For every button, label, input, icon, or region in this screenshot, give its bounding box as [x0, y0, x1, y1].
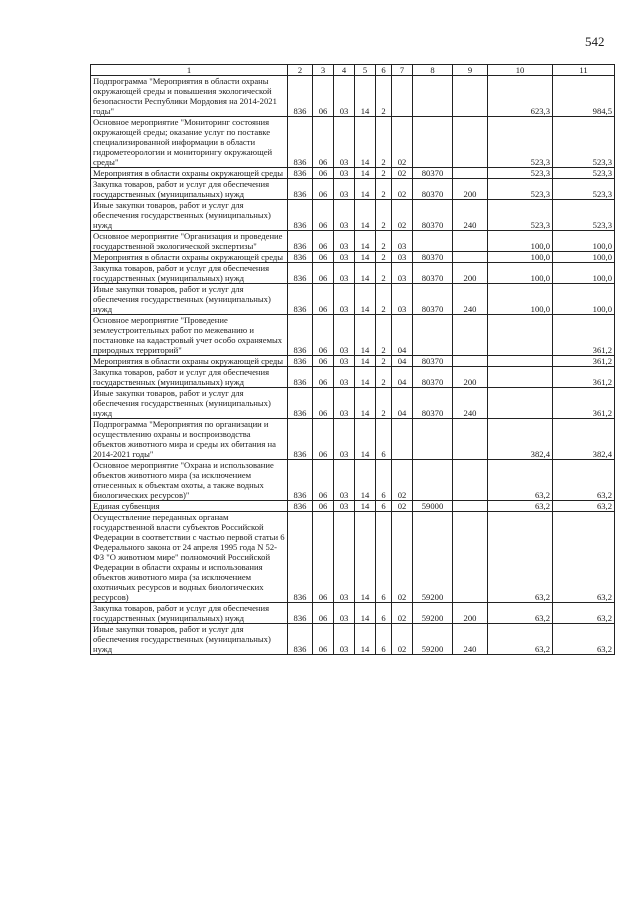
- subsection-cell: 03: [334, 252, 355, 263]
- name-cell: Мероприятия в области охраны окружающей среды: [91, 252, 288, 263]
- subprogram-cell: 6: [376, 512, 392, 603]
- section-cell: 06: [313, 367, 334, 388]
- table-row: [91, 501, 615, 512]
- amount-2021-cell: 523,3: [553, 168, 615, 179]
- program-cell: 14: [355, 356, 376, 367]
- expense-type-cell: [453, 117, 488, 168]
- expense-type-cell: 200: [453, 263, 488, 284]
- measure-cell: 03: [392, 263, 413, 284]
- expense-type-cell: 200: [453, 179, 488, 200]
- amount-2020-cell: 100,0: [488, 284, 553, 315]
- table-row: [91, 252, 615, 263]
- subsection-cell: 03: [334, 117, 355, 168]
- amount-2020-cell: [488, 367, 553, 388]
- subprogram-cell: 6: [376, 419, 392, 460]
- code-cell: 836: [288, 200, 313, 231]
- code-cell: 836: [288, 76, 313, 117]
- subprogram-cell: 2: [376, 179, 392, 200]
- measure-cell: 02: [392, 501, 413, 512]
- subprogram-cell: 2: [376, 284, 392, 315]
- subprogram-cell: 2: [376, 117, 392, 168]
- header-row: [91, 65, 615, 76]
- table-row: [91, 419, 615, 460]
- amount-2020-cell: 63,2: [488, 603, 553, 624]
- subsection-cell: 03: [334, 231, 355, 252]
- subprogram-cell: 6: [376, 603, 392, 624]
- name-cell: Единая субвенция: [91, 501, 288, 512]
- direction-cell: 80370: [413, 168, 453, 179]
- program-cell: 14: [355, 168, 376, 179]
- amount-2021-cell: 361,2: [553, 356, 615, 367]
- amount-2020-cell: [488, 315, 553, 356]
- section-cell: 06: [313, 624, 334, 655]
- expense-type-cell: [453, 419, 488, 460]
- header-cell: 3: [313, 65, 334, 76]
- section-cell: 06: [313, 263, 334, 284]
- amount-2020-cell: 100,0: [488, 252, 553, 263]
- amount-2020-cell: 523,3: [488, 117, 553, 168]
- subsection-cell: 03: [334, 388, 355, 419]
- name-cell: Основное мероприятие "Мониторинг состояния окружающей среды; оказание услуг по поставке специализированной информации в области гидрометеорологии и мониторингу окружающей среды": [91, 117, 288, 168]
- header-cell: 8: [413, 65, 453, 76]
- subprogram-cell: 2: [376, 200, 392, 231]
- amount-2020-cell: 100,0: [488, 231, 553, 252]
- direction-cell: 80370: [413, 356, 453, 367]
- amount-2021-cell: 63,2: [553, 603, 615, 624]
- amount-2021-cell: 523,3: [553, 179, 615, 200]
- amount-2021-cell: 100,0: [553, 284, 615, 315]
- subsection-cell: 03: [334, 284, 355, 315]
- name-cell: Основное мероприятие "Проведение землеустроительных работ по межеванию и постановке на кадастровый учет особо охраняемых природных территорий": [91, 315, 288, 356]
- section-cell: 06: [313, 168, 334, 179]
- subsection-cell: 03: [334, 603, 355, 624]
- subprogram-cell: 6: [376, 624, 392, 655]
- direction-cell: [413, 419, 453, 460]
- section-cell: 06: [313, 501, 334, 512]
- budget-table: [90, 64, 615, 655]
- table-row: [91, 356, 615, 367]
- subsection-cell: 03: [334, 76, 355, 117]
- measure-cell: 02: [392, 117, 413, 168]
- section-cell: 06: [313, 419, 334, 460]
- header-cell: 11: [553, 65, 615, 76]
- header-cell: 6: [376, 65, 392, 76]
- subsection-cell: 03: [334, 168, 355, 179]
- code-cell: 836: [288, 263, 313, 284]
- direction-cell: 80370: [413, 367, 453, 388]
- name-cell: Мероприятия в области охраны окружающей среды: [91, 356, 288, 367]
- code-cell: 836: [288, 356, 313, 367]
- name-cell: Подпрограмма "Мероприятия в области охраны окружающей среды и повышения экологической безопасности Республики Мордовия на 2014-2021 годы": [91, 76, 288, 117]
- amount-2020-cell: 63,2: [488, 501, 553, 512]
- table-row: [91, 168, 615, 179]
- direction-cell: [413, 460, 453, 501]
- name-cell: Основное мероприятие "Организация и проведение государственной экологической экспертизы": [91, 231, 288, 252]
- program-cell: 14: [355, 624, 376, 655]
- subprogram-cell: 2: [376, 168, 392, 179]
- section-cell: 06: [313, 603, 334, 624]
- amount-2020-cell: 523,3: [488, 179, 553, 200]
- program-cell: 14: [355, 419, 376, 460]
- table-row: [91, 624, 615, 655]
- header-cell: 4: [334, 65, 355, 76]
- amount-2020-cell: 382,4: [488, 419, 553, 460]
- subprogram-cell: 2: [376, 367, 392, 388]
- header-cell: 10: [488, 65, 553, 76]
- program-cell: 14: [355, 200, 376, 231]
- program-cell: 14: [355, 252, 376, 263]
- expense-type-cell: [453, 356, 488, 367]
- amount-2021-cell: 100,0: [553, 231, 615, 252]
- code-cell: 836: [288, 419, 313, 460]
- expense-type-cell: 200: [453, 603, 488, 624]
- code-cell: 836: [288, 117, 313, 168]
- expense-type-cell: [453, 76, 488, 117]
- measure-cell: 04: [392, 356, 413, 367]
- subsection-cell: 03: [334, 179, 355, 200]
- table-row: [91, 512, 615, 603]
- name-cell: Иные закупки товаров, работ и услуг для обеспечения государственных (муниципальных) нужд: [91, 388, 288, 419]
- section-cell: 06: [313, 179, 334, 200]
- page-number: 542: [585, 34, 605, 49]
- amount-2021-cell: 361,2: [553, 315, 615, 356]
- code-cell: 836: [288, 603, 313, 624]
- direction-cell: 59200: [413, 624, 453, 655]
- direction-cell: 80370: [413, 252, 453, 263]
- measure-cell: 02: [392, 624, 413, 655]
- table-row: [91, 284, 615, 315]
- subprogram-cell: 2: [376, 356, 392, 367]
- table-row: [91, 179, 615, 200]
- amount-2021-cell: 382,4: [553, 419, 615, 460]
- code-cell: 836: [288, 179, 313, 200]
- name-cell: Иные закупки товаров, работ и услуг для обеспечения государственных (муниципальных) нужд: [91, 284, 288, 315]
- code-cell: 836: [288, 460, 313, 501]
- table-row: [91, 263, 615, 284]
- code-cell: 836: [288, 367, 313, 388]
- section-cell: 06: [313, 252, 334, 263]
- program-cell: 14: [355, 231, 376, 252]
- section-cell: 06: [313, 117, 334, 168]
- amount-2021-cell: 984,5: [553, 76, 615, 117]
- program-cell: 14: [355, 263, 376, 284]
- program-cell: 14: [355, 603, 376, 624]
- table-row: [91, 231, 615, 252]
- measure-cell: 02: [392, 179, 413, 200]
- code-cell: 836: [288, 168, 313, 179]
- header-cell: 7: [392, 65, 413, 76]
- subsection-cell: 03: [334, 501, 355, 512]
- amount-2021-cell: 100,0: [553, 252, 615, 263]
- amount-2021-cell: 100,0: [553, 263, 615, 284]
- expense-type-cell: [453, 512, 488, 603]
- section-cell: 06: [313, 231, 334, 252]
- amount-2021-cell: 523,3: [553, 117, 615, 168]
- amount-2020-cell: 623,3: [488, 76, 553, 117]
- measure-cell: [392, 76, 413, 117]
- measure-cell: 04: [392, 367, 413, 388]
- direction-cell: [413, 76, 453, 117]
- table-row: [91, 200, 615, 231]
- direction-cell: 80370: [413, 179, 453, 200]
- direction-cell: [413, 315, 453, 356]
- amount-2021-cell: 523,3: [553, 200, 615, 231]
- measure-cell: 03: [392, 252, 413, 263]
- section-cell: 06: [313, 284, 334, 315]
- amount-2020-cell: [488, 356, 553, 367]
- amount-2021-cell: 63,2: [553, 512, 615, 603]
- name-cell: Осуществление переданных органам государственной власти субъектов Российской Федерации в соответствии с частью первой статьи 6 Федерального закона от 24 апреля 1995 года N 52-ФЗ "О животном мире" полномочий Российской Федерации в области охраны и использования объектов животного мира (за исключением охотничьих ресурсов и водных биологических ресурсов): [91, 512, 288, 603]
- measure-cell: 03: [392, 284, 413, 315]
- program-cell: 14: [355, 512, 376, 603]
- code-cell: 836: [288, 501, 313, 512]
- subsection-cell: 03: [334, 315, 355, 356]
- expense-type-cell: [453, 252, 488, 263]
- header-cell: 1: [91, 65, 288, 76]
- program-cell: 14: [355, 315, 376, 356]
- subprogram-cell: 2: [376, 252, 392, 263]
- expense-type-cell: [453, 168, 488, 179]
- name-cell: Подпрограмма "Мероприятия по организации и осуществлению охраны и воспроизводства объектов животного мира и среды их обитания на 2014-2021 годы": [91, 419, 288, 460]
- subprogram-cell: 2: [376, 315, 392, 356]
- header-cell: 2: [288, 65, 313, 76]
- amount-2020-cell: 100,0: [488, 263, 553, 284]
- table-row: [91, 367, 615, 388]
- subsection-cell: 03: [334, 419, 355, 460]
- expense-type-cell: 240: [453, 388, 488, 419]
- code-cell: 836: [288, 284, 313, 315]
- direction-cell: 80370: [413, 284, 453, 315]
- direction-cell: 59000: [413, 501, 453, 512]
- amount-2021-cell: 361,2: [553, 367, 615, 388]
- subsection-cell: 03: [334, 460, 355, 501]
- amount-2020-cell: 523,3: [488, 168, 553, 179]
- section-cell: 06: [313, 315, 334, 356]
- expense-type-cell: [453, 231, 488, 252]
- program-cell: 14: [355, 284, 376, 315]
- program-cell: 14: [355, 388, 376, 419]
- subprogram-cell: 2: [376, 263, 392, 284]
- table-row: [91, 76, 615, 117]
- measure-cell: 02: [392, 603, 413, 624]
- subprogram-cell: 2: [376, 76, 392, 117]
- amount-2020-cell: 523,3: [488, 200, 553, 231]
- measure-cell: 02: [392, 512, 413, 603]
- subsection-cell: 03: [334, 356, 355, 367]
- name-cell: Закупка товаров, работ и услуг для обеспечения государственных (муниципальных) нужд: [91, 263, 288, 284]
- code-cell: 836: [288, 231, 313, 252]
- header-cell: 5: [355, 65, 376, 76]
- amount-2020-cell: 63,2: [488, 624, 553, 655]
- amount-2020-cell: 63,2: [488, 460, 553, 501]
- name-cell: Основное мероприятие "Охрана и использование объектов животного мира (за исключением отнесенных к объектам охоты, а также водных биологических ресурсов)": [91, 460, 288, 501]
- name-cell: Закупка товаров, работ и услуг для обеспечения государственных (муниципальных) нужд: [91, 367, 288, 388]
- name-cell: Иные закупки товаров, работ и услуг для обеспечения государственных (муниципальных) нужд: [91, 624, 288, 655]
- expense-type-cell: [453, 315, 488, 356]
- table-row: [91, 460, 615, 501]
- code-cell: 836: [288, 315, 313, 356]
- section-cell: 06: [313, 356, 334, 367]
- table-row: [91, 603, 615, 624]
- amount-2021-cell: 63,2: [553, 501, 615, 512]
- subprogram-cell: 6: [376, 501, 392, 512]
- subsection-cell: 03: [334, 367, 355, 388]
- direction-cell: 59200: [413, 512, 453, 603]
- section-cell: 06: [313, 388, 334, 419]
- amount-2020-cell: 63,2: [488, 512, 553, 603]
- section-cell: 06: [313, 460, 334, 501]
- header-cell: 9: [453, 65, 488, 76]
- amount-2021-cell: 361,2: [553, 388, 615, 419]
- name-cell: Закупка товаров, работ и услуг для обеспечения государственных (муниципальных) нужд: [91, 179, 288, 200]
- measure-cell: [392, 419, 413, 460]
- section-cell: 06: [313, 76, 334, 117]
- subsection-cell: 03: [334, 512, 355, 603]
- measure-cell: 03: [392, 231, 413, 252]
- direction-cell: 80370: [413, 200, 453, 231]
- measure-cell: 02: [392, 168, 413, 179]
- amount-2021-cell: 63,2: [553, 460, 615, 501]
- direction-cell: [413, 117, 453, 168]
- program-cell: 14: [355, 179, 376, 200]
- program-cell: 14: [355, 76, 376, 117]
- name-cell: Закупка товаров, работ и услуг для обеспечения государственных (муниципальных) нужд: [91, 603, 288, 624]
- direction-cell: 80370: [413, 263, 453, 284]
- measure-cell: 02: [392, 200, 413, 231]
- direction-cell: 80370: [413, 388, 453, 419]
- amount-2021-cell: 63,2: [553, 624, 615, 655]
- subsection-cell: 03: [334, 200, 355, 231]
- subprogram-cell: 2: [376, 388, 392, 419]
- measure-cell: 04: [392, 315, 413, 356]
- program-cell: 14: [355, 367, 376, 388]
- program-cell: 14: [355, 460, 376, 501]
- direction-cell: 59200: [413, 603, 453, 624]
- expense-type-cell: 240: [453, 624, 488, 655]
- table-row: [91, 117, 615, 168]
- section-cell: 06: [313, 512, 334, 603]
- expense-type-cell: [453, 460, 488, 501]
- measure-cell: 02: [392, 460, 413, 501]
- amount-2020-cell: [488, 388, 553, 419]
- subsection-cell: 03: [334, 624, 355, 655]
- subsection-cell: 03: [334, 263, 355, 284]
- code-cell: 836: [288, 512, 313, 603]
- code-cell: 836: [288, 252, 313, 263]
- code-cell: 836: [288, 624, 313, 655]
- program-cell: 14: [355, 501, 376, 512]
- measure-cell: 04: [392, 388, 413, 419]
- expense-type-cell: 200: [453, 367, 488, 388]
- subprogram-cell: 2: [376, 231, 392, 252]
- name-cell: Мероприятия в области охраны окружающей среды: [91, 168, 288, 179]
- table-row: [91, 388, 615, 419]
- expense-type-cell: 240: [453, 200, 488, 231]
- expense-type-cell: [453, 501, 488, 512]
- subprogram-cell: 6: [376, 460, 392, 501]
- table-row: [91, 315, 615, 356]
- direction-cell: [413, 231, 453, 252]
- program-cell: 14: [355, 117, 376, 168]
- section-cell: 06: [313, 200, 334, 231]
- expense-type-cell: 240: [453, 284, 488, 315]
- name-cell: Иные закупки товаров, работ и услуг для обеспечения государственных (муниципальных) нужд: [91, 200, 288, 231]
- code-cell: 836: [288, 388, 313, 419]
